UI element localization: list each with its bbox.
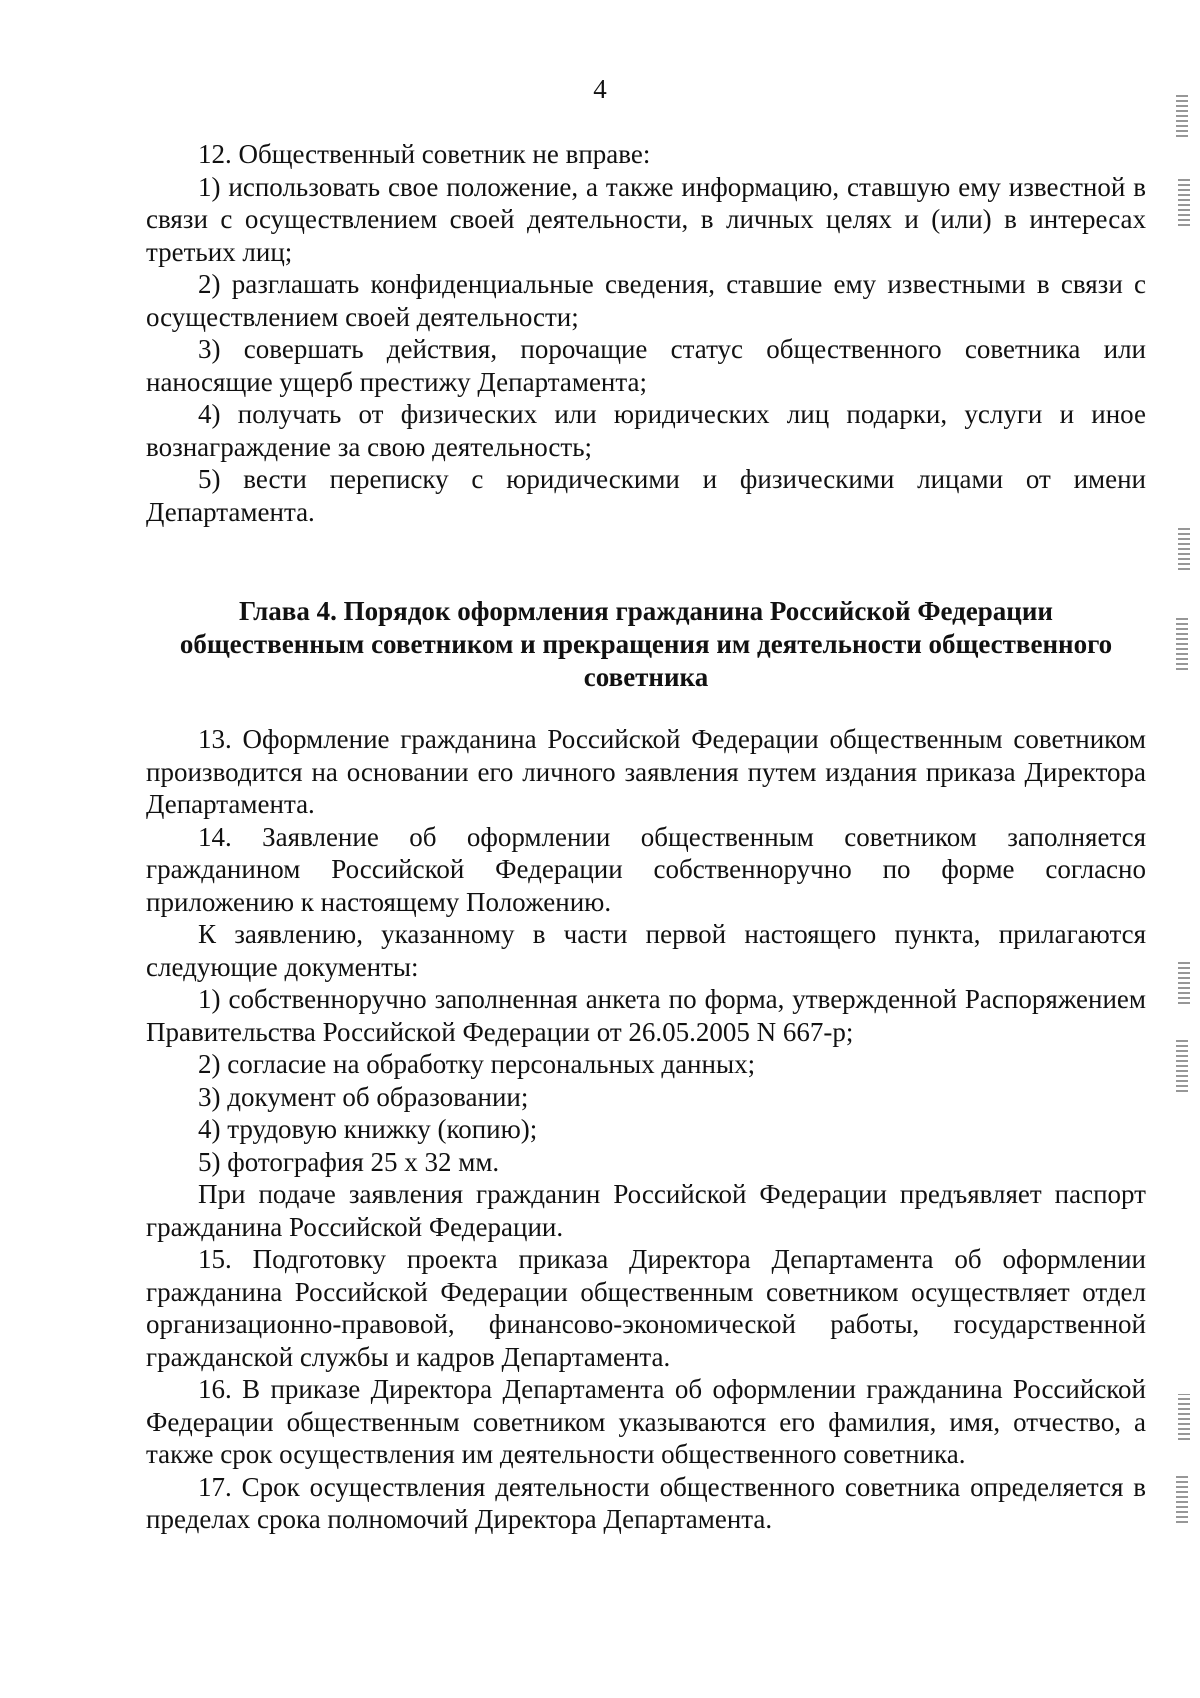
list-item: 2) разглашать конфиденциальные сведения, ставшие ему известными в связи с осуществлением своей деятельности; [146, 269, 1146, 332]
paragraph-14: 14. Заявление об оформлении общественным советником заполняется гражданином Российской Федерации собственноручно по форме согласно приложению к настоящему Положению. [146, 821, 1146, 917]
chapter-heading-line: советника [583, 662, 709, 692]
list-item: 3) документ об образовании; [198, 1081, 529, 1112]
scan-artifact [1178, 528, 1190, 570]
scan-artifact [1178, 178, 1190, 226]
chapter-heading [146, 595, 1146, 694]
paragraph-17: 17. Срок осуществления деятельности общественного советника определяется в пределах срока полномочий Директора Департамента. [146, 1471, 1146, 1534]
scan-artifact [1176, 95, 1188, 137]
section-prohibitions [146, 138, 1146, 528]
paragraph-12: 12. Общественный советник не вправе: [198, 139, 651, 169]
paragraph-13: 13. Оформление гражданина Российской Федерации общественным советником производится на основании его личного заявления путем издания приказа Директора Департамента. [146, 724, 1146, 819]
scan-artifact [1178, 962, 1190, 1004]
list-item: 1) собственноручно заполненная анкета по форма, утвержденной Распоряжением Правительства Российской Федерации от 26.05.2005 N 667-р; [146, 984, 1146, 1047]
chapter-heading-line: Глава 4. Порядок оформления гражданина Российской Федерации [239, 596, 1053, 626]
list-item: 1) использовать свое положение, а также информацию, ставшую ему известной в связи с осуществлением своей деятельности, в личных целях и (или) в интересах третьих лиц; [146, 171, 1146, 267]
list-item: 4) трудовую книжку (копию); [198, 1114, 538, 1144]
scan-artifact [1176, 1475, 1188, 1523]
section-registration [146, 723, 1146, 1536]
paragraph-15: 15. Подготовку проекта приказа Директора Департамента об оформлении гражданина Российской Федерации общественным советником осуществляет отдел организационно-правовой, финансово-экономической работы, государственной гражданской службы и кадров Департамента. [146, 1244, 1146, 1372]
list-item: 3) совершать действия, порочащие статус общественного советника или наносящие ущерб престижу Департамента; [146, 334, 1146, 397]
scan-artifact [1176, 618, 1188, 670]
paragraph-16: 16. В приказе Директора Департамента об оформлении гражданина Российской Федерации общественным советником указываются его фамилия, имя, отчество, а также срок осуществления им деятельности общественного советника. [146, 1374, 1146, 1469]
list-item: 5) фотография 25 х 32 мм. [198, 1146, 500, 1177]
chapter-heading-line: общественным советником и прекращения им деятельности общественного [179, 629, 1113, 659]
paragraph: При подаче заявления гражданин Российской Федерации предъявляет паспорт гражданина Российской Федерации. [146, 1179, 1146, 1242]
page-number: 4 [593, 74, 607, 104]
scan-artifact [1176, 1040, 1188, 1092]
scan-artifact [1178, 1394, 1190, 1440]
list-item: 4) получать от физических или юридических лиц подарки, услуги и иное вознаграждение за свою деятельность; [146, 399, 1146, 462]
paragraph: К заявлению, указанному в части первой настоящего пункта, прилагаются следующие документы: [146, 919, 1146, 982]
list-item: 5) вести переписку с юридическими и физическими лицами от имени Департамента. [146, 464, 1146, 527]
list-item: 2) согласие на обработку персональных данных; [198, 1049, 756, 1079]
